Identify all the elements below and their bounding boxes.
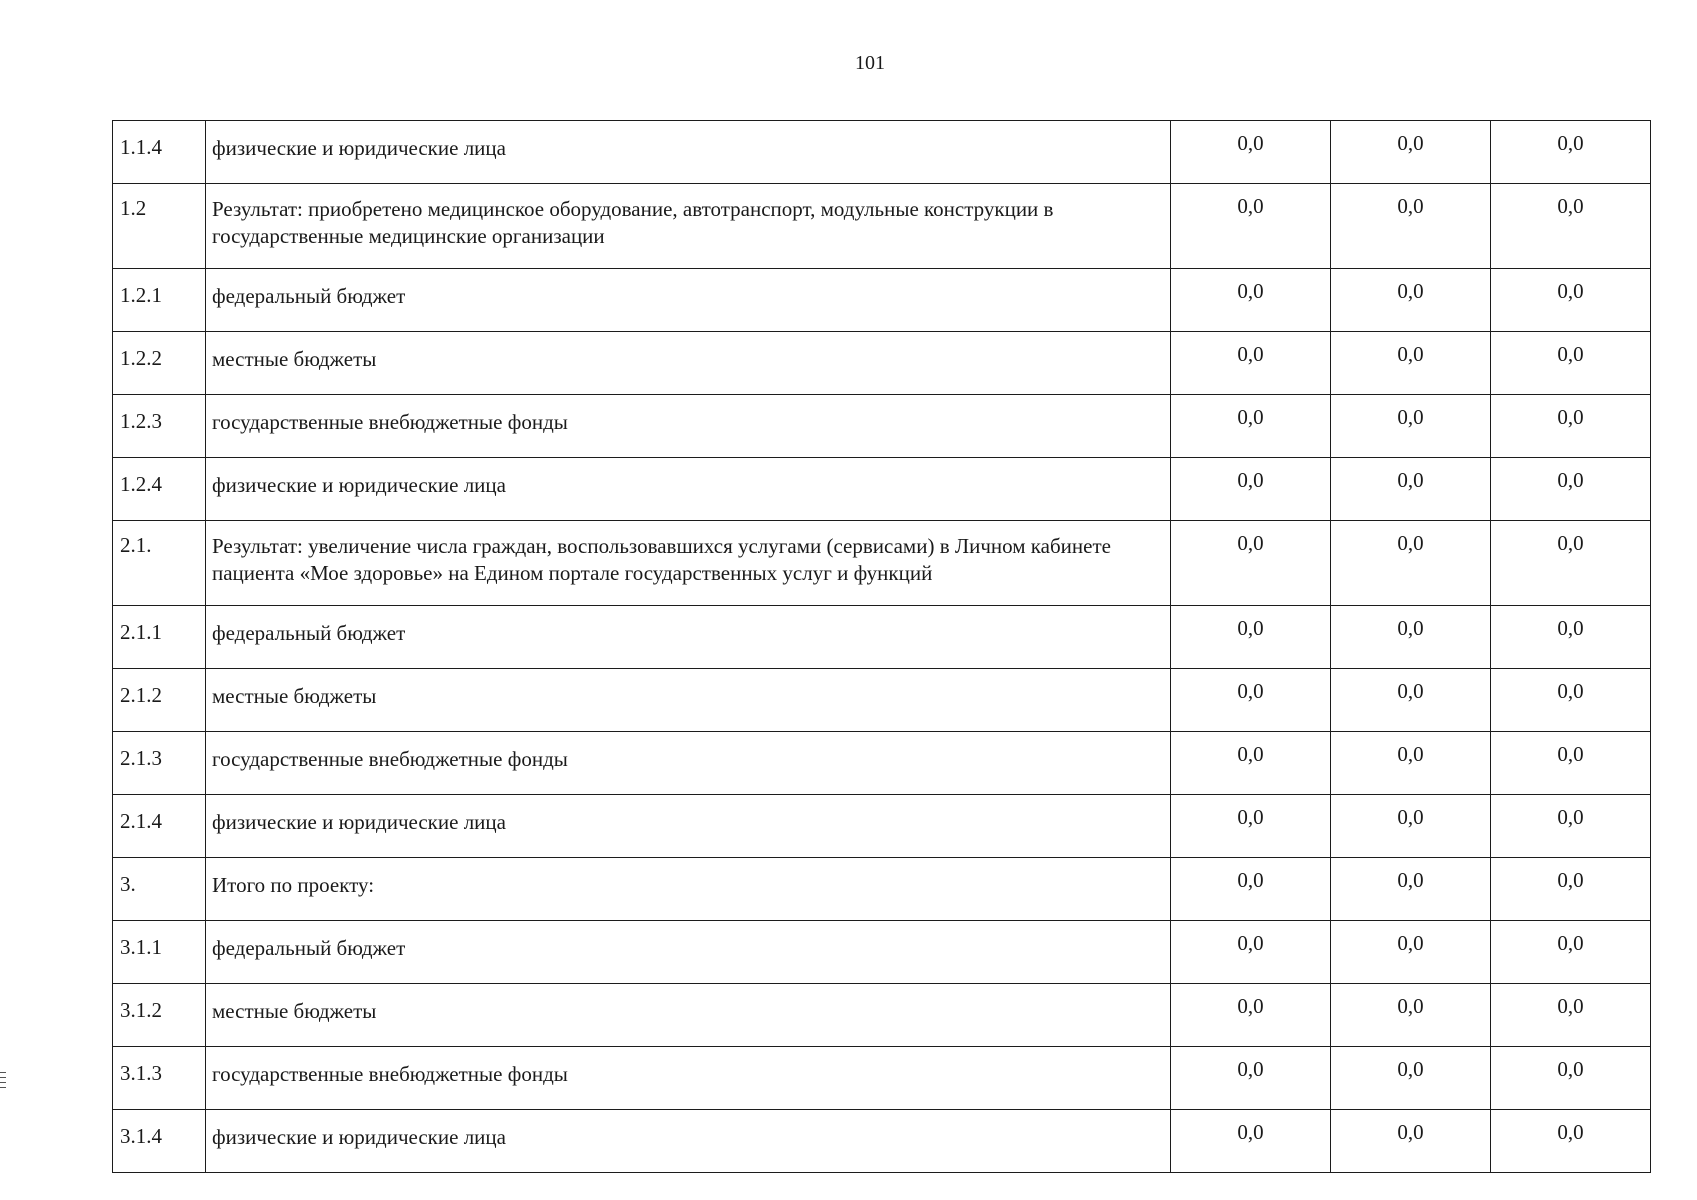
row-description: физические и юридические лица (206, 121, 1171, 184)
row-value-1: 0,0 (1171, 269, 1331, 332)
row-description: государственные внебюджетные фонды (206, 1047, 1171, 1110)
row-value-1: 0,0 (1171, 1047, 1331, 1110)
row-value-2: 0,0 (1331, 458, 1491, 521)
row-value-2: 0,0 (1331, 669, 1491, 732)
table-row (113, 921, 1651, 984)
row-code: 1.2.2 (113, 332, 206, 395)
row-value-3: 0,0 (1491, 269, 1651, 332)
row-value-2: 0,0 (1331, 121, 1491, 184)
row-value-1: 0,0 (1171, 184, 1331, 269)
budget-table (112, 120, 1651, 1173)
row-value-1: 0,0 (1171, 521, 1331, 606)
row-description: Результат: увеличение числа граждан, воспользовавшихся услугами (сервисами) в Личном кабинете пациента «Мое здоровье» на Едином портале государственных услуг и функций (206, 521, 1171, 606)
table-row (113, 606, 1651, 669)
row-value-2: 0,0 (1331, 732, 1491, 795)
row-value-3: 0,0 (1491, 606, 1651, 669)
row-code: 2.1.2 (113, 669, 206, 732)
row-description: местные бюджеты (206, 332, 1171, 395)
row-value-1: 0,0 (1171, 858, 1331, 921)
row-value-3: 0,0 (1491, 121, 1651, 184)
row-description: федеральный бюджет (206, 269, 1171, 332)
table-row (113, 732, 1651, 795)
row-value-2: 0,0 (1331, 984, 1491, 1047)
row-value-1: 0,0 (1171, 669, 1331, 732)
row-code: 3.1.2 (113, 984, 206, 1047)
row-description: государственные внебюджетные фонды (206, 395, 1171, 458)
row-value-3: 0,0 (1491, 395, 1651, 458)
row-code: 2.1.1 (113, 606, 206, 669)
binding-margin-marks (0, 1072, 6, 1092)
row-value-2: 0,0 (1331, 1110, 1491, 1173)
table-row (113, 121, 1651, 184)
row-value-3: 0,0 (1491, 521, 1651, 606)
row-value-2: 0,0 (1331, 921, 1491, 984)
row-description: физические и юридические лица (206, 795, 1171, 858)
row-value-2: 0,0 (1331, 521, 1491, 606)
row-description: Итого по проекту: (206, 858, 1171, 921)
row-value-3: 0,0 (1491, 1047, 1651, 1110)
table-row (113, 458, 1651, 521)
row-value-3: 0,0 (1491, 795, 1651, 858)
row-value-1: 0,0 (1171, 332, 1331, 395)
row-value-2: 0,0 (1331, 795, 1491, 858)
row-value-1: 0,0 (1171, 458, 1331, 521)
row-code: 1.2.3 (113, 395, 206, 458)
row-value-2: 0,0 (1331, 395, 1491, 458)
row-value-3: 0,0 (1491, 184, 1651, 269)
row-description: местные бюджеты (206, 984, 1171, 1047)
row-value-1: 0,0 (1171, 984, 1331, 1047)
row-value-1: 0,0 (1171, 732, 1331, 795)
row-code: 2.1. (113, 521, 206, 606)
row-description: местные бюджеты (206, 669, 1171, 732)
row-value-2: 0,0 (1331, 606, 1491, 669)
row-value-2: 0,0 (1331, 332, 1491, 395)
row-code: 2.1.3 (113, 732, 206, 795)
row-value-1: 0,0 (1171, 1110, 1331, 1173)
table-row (113, 795, 1651, 858)
row-value-3: 0,0 (1491, 1110, 1651, 1173)
row-value-1: 0,0 (1171, 121, 1331, 184)
row-code: 2.1.4 (113, 795, 206, 858)
table-row (113, 395, 1651, 458)
row-value-2: 0,0 (1331, 184, 1491, 269)
row-value-3: 0,0 (1491, 669, 1651, 732)
table-row (113, 984, 1651, 1047)
table-row (113, 1110, 1651, 1173)
row-code: 1.2 (113, 184, 206, 269)
row-value-1: 0,0 (1171, 606, 1331, 669)
row-value-3: 0,0 (1491, 984, 1651, 1047)
row-code: 3.1.1 (113, 921, 206, 984)
row-value-1: 0,0 (1171, 395, 1331, 458)
row-value-1: 0,0 (1171, 921, 1331, 984)
row-description: федеральный бюджет (206, 606, 1171, 669)
row-description: Результат: приобретено медицинское оборудование, автотранспорт, модульные конструкции в государственные медицинские организации (206, 184, 1171, 269)
row-code: 3.1.3 (113, 1047, 206, 1110)
row-description: физические и юридические лица (206, 1110, 1171, 1173)
row-value-1: 0,0 (1171, 795, 1331, 858)
row-value-3: 0,0 (1491, 332, 1651, 395)
row-value-3: 0,0 (1491, 732, 1651, 795)
row-description: государственные внебюджетные фонды (206, 732, 1171, 795)
table-row (113, 858, 1651, 921)
row-code: 1.2.4 (113, 458, 206, 521)
table-row (113, 521, 1651, 606)
row-code: 3.1.4 (113, 1110, 206, 1173)
table-row (113, 669, 1651, 732)
table-row (113, 184, 1651, 269)
row-value-2: 0,0 (1331, 1047, 1491, 1110)
row-value-3: 0,0 (1491, 858, 1651, 921)
table-row (113, 269, 1651, 332)
row-code: 1.1.4 (113, 121, 206, 184)
row-description: физические и юридические лица (206, 458, 1171, 521)
row-description: федеральный бюджет (206, 921, 1171, 984)
page-number: 101 (855, 52, 885, 74)
row-value-3: 0,0 (1491, 921, 1651, 984)
row-code: 3. (113, 858, 206, 921)
row-value-2: 0,0 (1331, 858, 1491, 921)
table-row (113, 332, 1651, 395)
table-row (113, 1047, 1651, 1110)
row-code: 1.2.1 (113, 269, 206, 332)
row-value-3: 0,0 (1491, 458, 1651, 521)
row-value-2: 0,0 (1331, 269, 1491, 332)
